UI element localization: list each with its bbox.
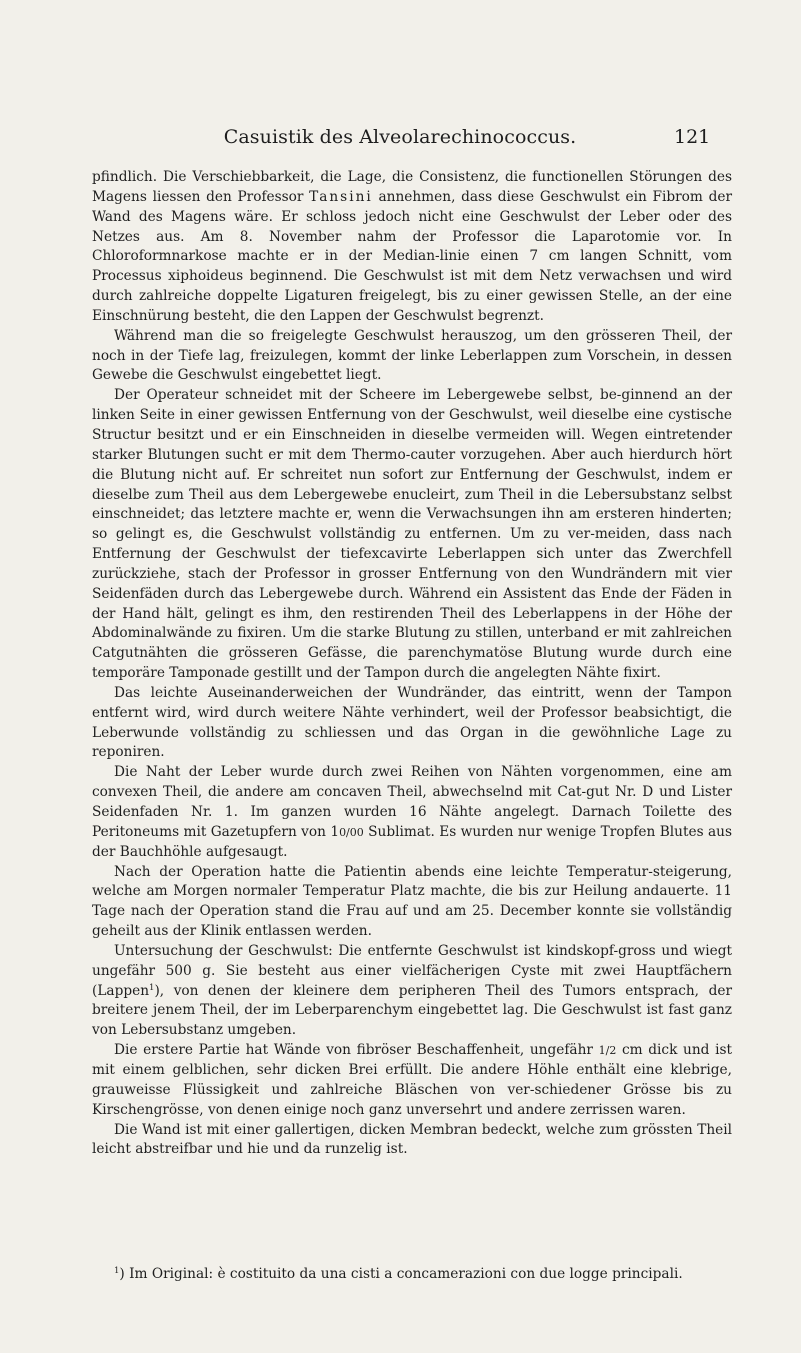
paragraph-5-text-a: Die Naht der Leber wurde durch zwei Reihen von Nähten vorgenommen, eine am convexen Theil, die andere am concaven Theil, abwechselnd mit Cat-gut Nr. D und Lister Seidenfaden Nr. 1. Im ganzen wurden 16 Nähte angelegt. Darnach Toilette des Peritoneums mit Gazetupfern von 1 — [92, 764, 732, 840]
footnote-body: ) Im Original: è costituito da una cisti a concamerazioni con due logge principali. — [119, 1266, 683, 1282]
paragraph-1-text-a: pfindlich. Die Verschiebbarkeit, die Lage, die Consistenz, die functionellen Störungen des Magens liessen den Professor — [92, 169, 732, 205]
paragraph-2: Während man die so freigelegte Geschwulst herauszog, um den grösseren Theil, der noch in der Tiefe lag, freizulegen, kommt der linke Leberlappen zum Vorschein, in dessen Gewebe die Geschwulst eingebettet liegt. — [92, 327, 732, 384]
paragraph-5 — [92, 763, 732, 862]
page-number: 121 — [674, 126, 711, 148]
paragraph-7-text-a: Untersuchung der Geschwulst: Die entfernte Geschwulst ist kindskopf-gross und wiegt ungefähr 500 g. Sie besteht aus einer vielfächerigen Cyste mit zwei Hauptfächern (Lappen — [92, 942, 732, 999]
paragraph-8-text-b: cm dick und ist mit einem gelblichen, sehr dicken Brei erfüllt. Die andere Höhle enthält eine klebrige, grauweisse Flüssigkeit und zahlreiche Bläschen von ver-schiedener Grösse bis zu Kirschengrösse, von denen einige noch ganz unversehrt und andere zerrissen waren. — [92, 1042, 732, 1118]
footnote — [92, 1265, 732, 1285]
paragraph-5-text-b: Sublimat. Es wurden nur wenige Tropfen Blutes aus der Bauchhöhle aufgesaugt. — [92, 823, 733, 860]
surgeon-name: Tansini — [309, 188, 373, 205]
paragraph-8 — [92, 1041, 732, 1120]
footnote-marker: 1 — [114, 1266, 120, 1276]
paragraph-7-text-b: ), von denen der kleinere dem peripheren Theil des Tumors entsprach, der breitere jenem Theil, der im Leberparenchym eingebettet lag. Die Geschwulst ist fast ganz von Lebersubstanz umgeben. — [92, 982, 732, 1039]
paragraph-3: Der Operateur schneidet mit der Scheere im Lebergewebe selbst, be-ginnend an der linken Seite in einer gewissen Entfernung von der Geschwulst, weil dieselbe eine cystische Structur besitzt und er ein Einschneiden in dieselbe vermeiden will. Wegen eintretender starker Blutungen sucht er mit dem Thermo-cauter vorzugehen. Aber auch hierdurch hört die Blutung nicht auf. Er schreitet nun sofort zur Entfernung der Geschwulst, indem er dieselbe zum Theil aus dem Lebergewebe enucleirt, zum Theil in die Lebersubstanz selbst einschneidet; das letztere machte er, wenn die Verwachsungen ihn am ersteren hinderten; so gelingt es, die Geschwulst vollständig zu entfernen. Um zu ver-meiden, dass nach Entfernung der Geschwulst der tiefexcavirte Leberlappen sich unter das Zwerchfell zurückziehe, stach der Professor in grosser Entfernung von den Wundrändern mit vier Seidenfäden durch das Lebergewebe durch. Während ein Assistent das Ende der Fäden in der Hand hält, gelingt es ihm, den restirenden Theil des Leberlappens in der Höhe der Abdominalwände zu fixiren. Um die starke Blutung zu stillen, unterband er mit zahlreichen Catgutnähten die grösseren Gefässe, die parenchymatöse Blutung wurde durch eine temporäre Tamponade gestillt und der Tampon durch die angelegten Nähte fixirt. — [92, 387, 732, 682]
paragraph-1 — [92, 168, 732, 327]
paragraph-9: Die Wand ist mit einer gallertigen, dicken Membran bedeckt, welche zum grössten Theil leicht abstreifbar und hie und da runzelig ist. — [92, 1121, 732, 1158]
permille-sign: 0/00 — [339, 825, 364, 839]
half-fraction: 1/2 — [598, 1044, 617, 1058]
running-head-title: Casuistik des Alveolarechinococcus. — [223, 126, 577, 148]
paragraph-6: Nach der Operation hatte die Patientin abends eine leichte Temperatur-steigerung, welche am Morgen normaler Temperatur Platz machte, die bis zur Heilung andauerte. 11 Tage nach der Operation stand die Frau auf und am 25. December konnte sie vollständig geheilt aus der Klinik entlassen werden. — [92, 863, 732, 940]
paragraph-7 — [92, 942, 732, 1041]
footnote-reference: 1 — [149, 982, 155, 993]
footnote-text — [92, 1265, 732, 1285]
paragraph-4: Das leichte Auseinanderweichen der Wundränder, das eintritt, wenn der Tampon entfernt wird, wird durch weitere Nähte verhindert, weil der Professor beabsichtigt, die Leberwunde vollständig zu schliessen und das Organ in die gewöhnliche Lage zu reponiren. — [92, 684, 732, 761]
paragraph-1-text-b: annehmen, dass diese Geschwulst ein Fibrom der Wand des Magens wäre. Er schloss jedoch nicht eine Geschwulst der Leber oder des Netzes aus. Am 8. November nahm der Professor die Laparotomie vor. In Chloroformnarkose machte er in der Median-linie einen 7 cm langen Schnitt, vom Processus xiphoideus beginnend. Die Geschwulst ist mit dem Netz verwachsen und wird durch zahlreiche doppelte Ligaturen freigelegt, bis zu einer gewissen Stelle, an der eine Einschnürung besteht, die den Lappen der Geschwulst begrenzt. — [92, 188, 732, 324]
paragraph-8-text-a: Die erstere Partie hat Wände von fibröser Beschaffenheit, ungefähr — [114, 1042, 599, 1059]
body-text — [92, 168, 732, 1160]
